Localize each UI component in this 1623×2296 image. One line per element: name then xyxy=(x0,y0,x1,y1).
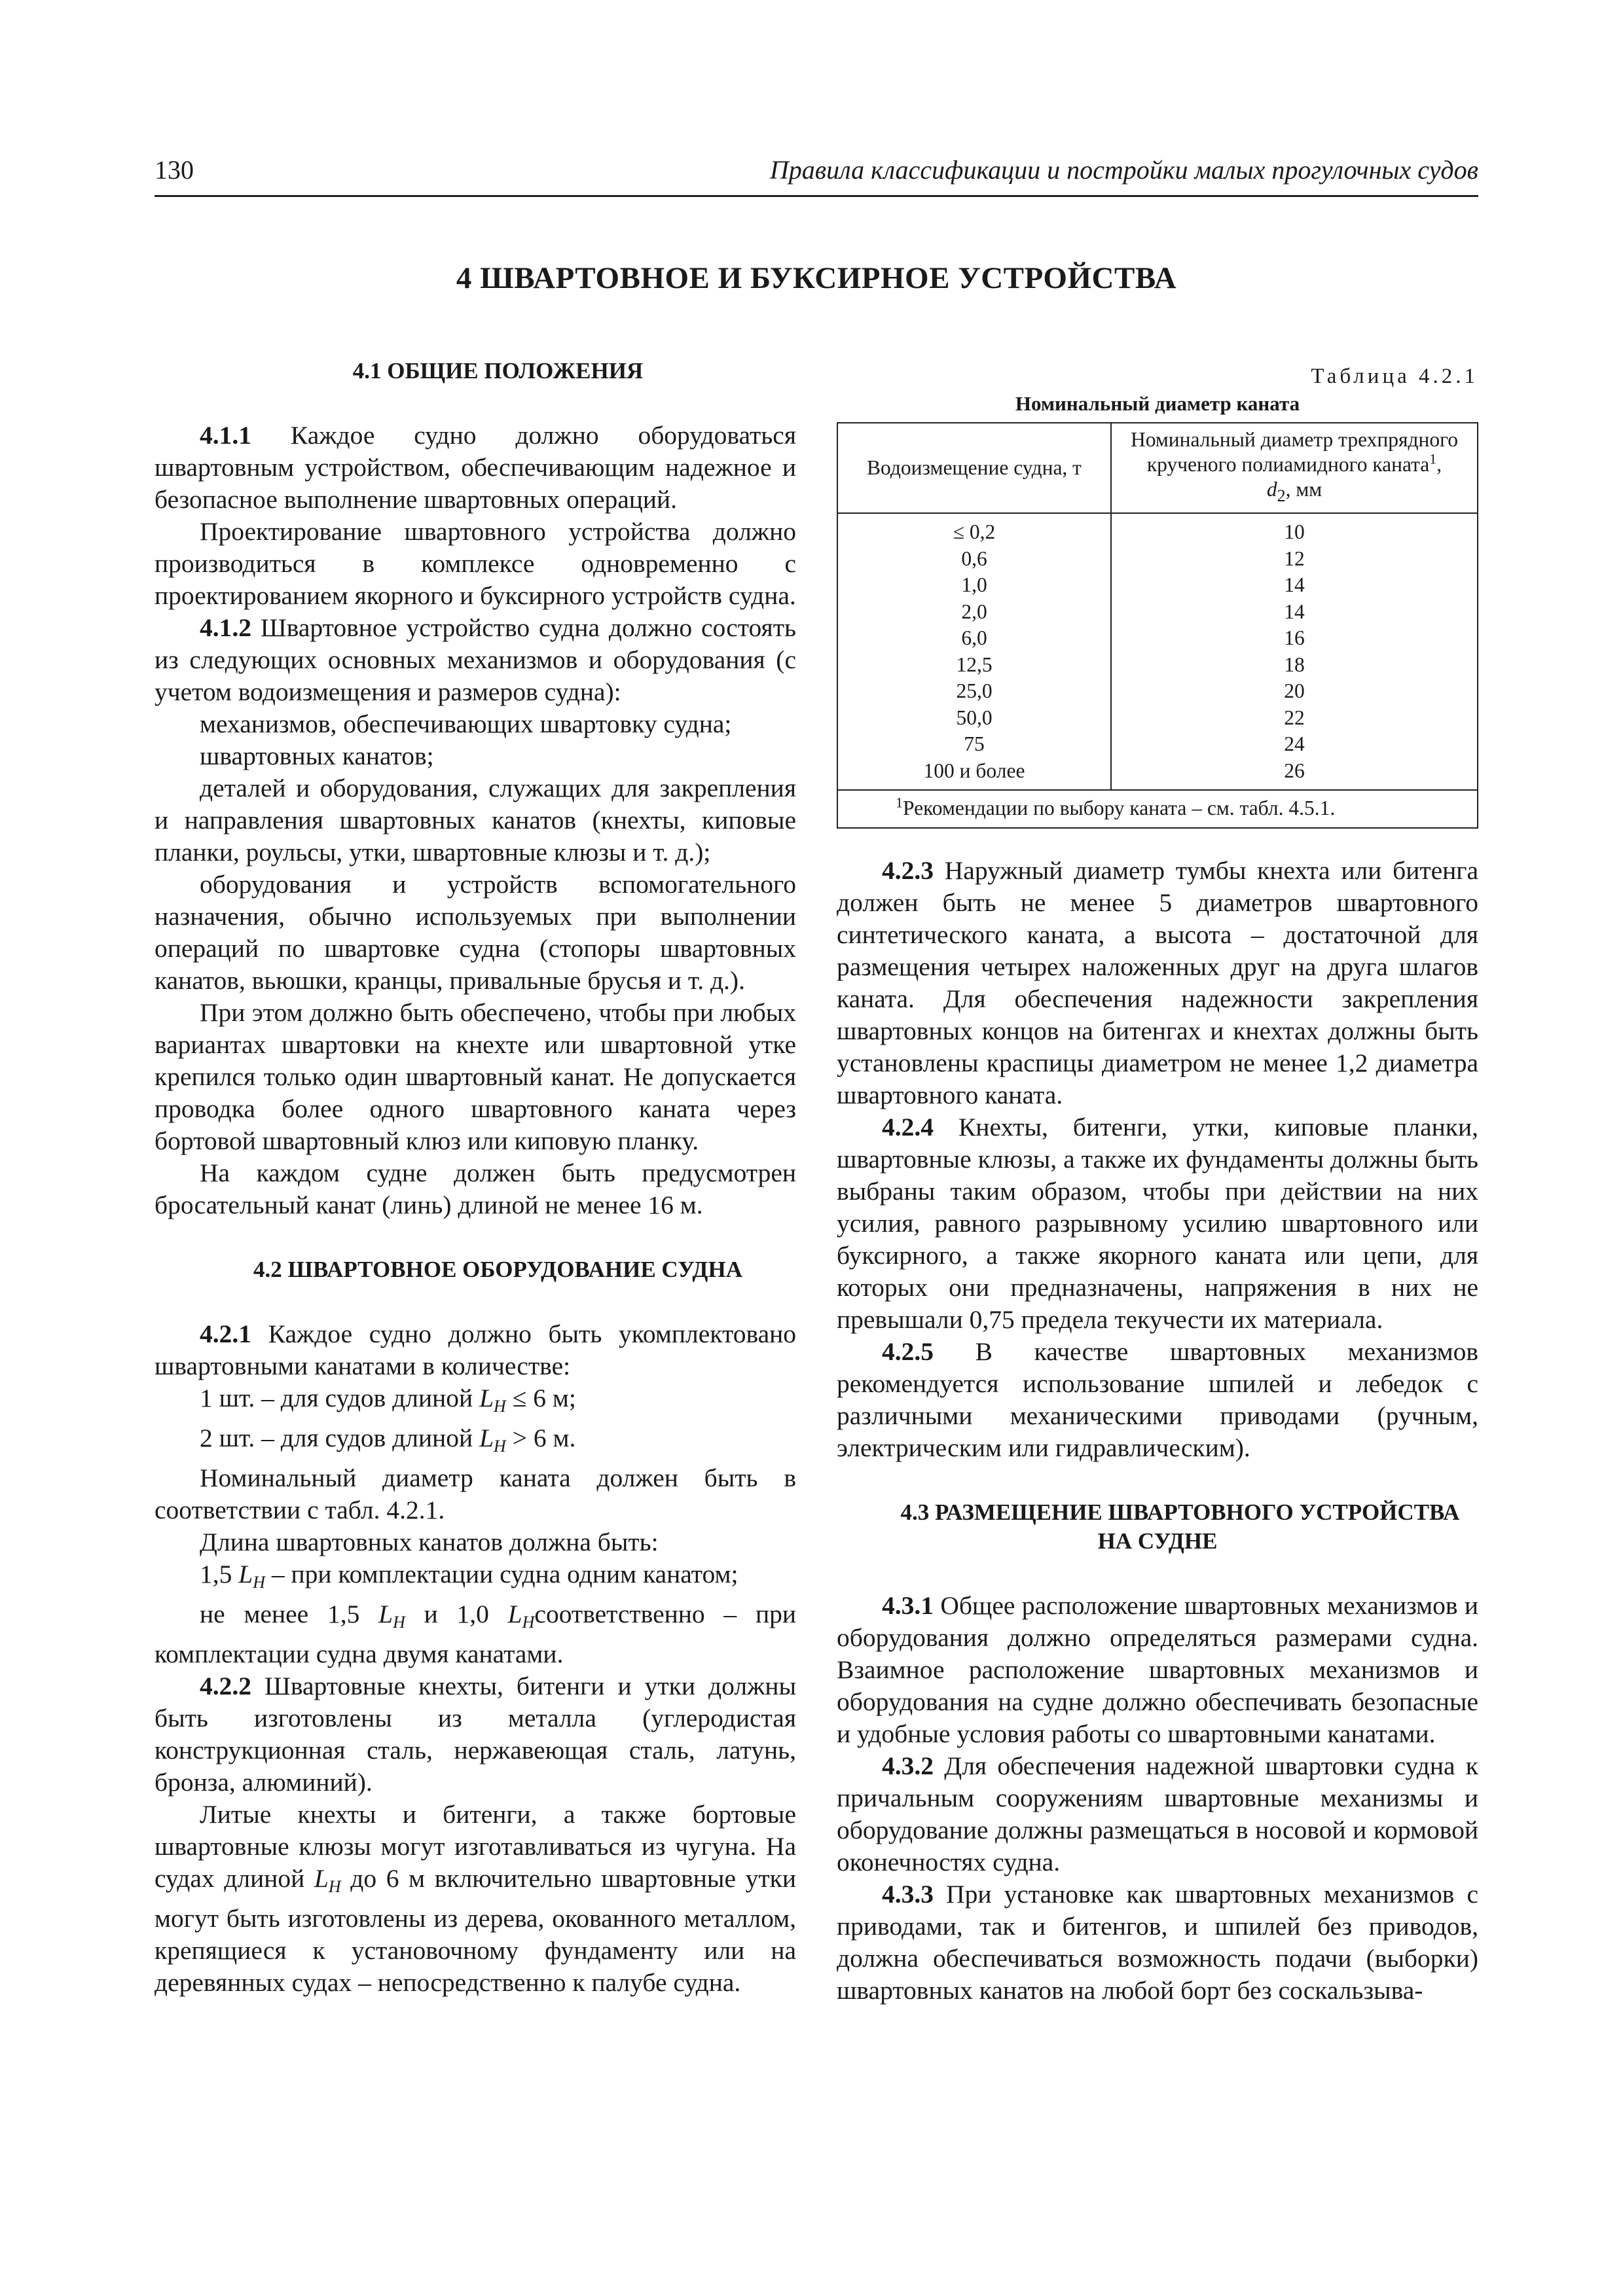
table-cell-diameter: 10 xyxy=(1284,520,1305,543)
table-header-diameter: Номинальный диаметр трехпрядного крученого полиамидного каната$^1$, $d_2$, мм xyxy=(1111,423,1478,513)
table-cell-diameter: 12 xyxy=(1284,547,1305,570)
diameter-column xyxy=(1111,513,1478,790)
paragraph-4-2-1: 4.2.1 Каждое судно должно быть укомплектовано швартовными канатами в количестве: xyxy=(155,1319,796,1380)
list-item: оборудования и устройств вспомогательного назначения, обычно используемых при выполнении операций по швартовке судна (стопоры швартовных канатов, вьюшки, кранцы, привальные брусья и т. д.). xyxy=(155,870,796,995)
displacement-column xyxy=(837,513,1111,790)
clause-number: 4.2.4 xyxy=(882,1113,934,1141)
paragraph-4-2-2: 4.2.2 Швартовные кнехты, битенги и утки должны быть изготовлены из металла (углеродистая конструкционная сталь, нержавеющая сталь, латунь, бронза, алюминий). xyxy=(155,1672,796,1797)
clause-number: 4.1.1 xyxy=(200,421,251,450)
section-4-3-title: 4.3 РАЗМЕЩЕНИЕ ШВАРТОВНОГО УСТРОЙСТВА НА СУДНЕ xyxy=(900,1499,1460,1554)
running-header xyxy=(155,154,1478,197)
table-cell-diameter: 18 xyxy=(1284,653,1305,676)
table-cell-displacement: 2,0 xyxy=(961,600,987,623)
clause-number: 4.3.3 xyxy=(882,1880,934,1909)
clause-number: 4.1.2 xyxy=(200,613,251,642)
rope-count-1: 1 шт. – для судов длиной $L_Н \le 6$ м; xyxy=(200,1384,576,1416)
chapter-title: 4 ШВАРТОВНОЕ И БУКСИРНОЕ УСТРОЙСТВА xyxy=(456,261,1177,295)
running-title: Правила классификации и постройки малых прогулочных судов xyxy=(769,155,1478,185)
table-cell-displacement: 0,6 xyxy=(961,547,987,570)
paragraph-design: Проектирование швартовного устройства должно производиться в комплексе одновременно с проектированием якорного и буксирного устройств судна. xyxy=(155,517,796,610)
clause-number: 4.2.5 xyxy=(882,1337,934,1366)
list-item: деталей и оборудования, служащих для закрепления и направления швартовных канатов (кнехты, киповые планки, роульсы, утки, швартовные клюзы и т. д.); xyxy=(155,774,796,867)
table-footnote: $^1$Рекомендации по выбору каната – см. табл. 4.5.1. xyxy=(837,790,1478,828)
paragraph-4-3-1: 4.3.1 Общее расположение швартовных механизмов и оборудования должно определяться размерами судна. Взаимное расположение швартовных механизмов и оборудования на судне должно обеспечивать безопасные и удобные условия работы со швартовными канатами. xyxy=(837,1591,1478,1748)
table-cell-diameter: 26 xyxy=(1284,759,1305,782)
paragraph-single-rope: При этом должно быть обеспечено, чтобы при любых вариантах швартовки на кнехте или швартовной утке крепился только один швартовный канат. Не допускается проводка более одного швартовного каната через бортовой швартовный клюз или киповую планку. xyxy=(155,998,796,1155)
table-cell-diameter: 22 xyxy=(1284,706,1305,729)
paragraph-rope-length: Длина швартовных канатов должна быть: xyxy=(200,1528,659,1556)
rope-diameter-table xyxy=(837,422,1478,829)
list-item: швартовных канатов; xyxy=(200,742,434,770)
paragraph-4-2-5: 4.2.5 В качестве швартовных механизмов рекомендуется использование шпилей и лебедок с различными механическими приводами (ручным, электрическим или гидравлическим). xyxy=(837,1337,1478,1462)
table-cell-diameter: 14 xyxy=(1284,573,1305,596)
table-cell-displacement: 12,5 xyxy=(956,653,993,676)
table-cell-displacement: ≤ 0,2 xyxy=(953,520,996,543)
paragraph-nominal-diameter: Номинальный диаметр каната должен быть в соответствии с табл. 4.2.1. xyxy=(155,1463,796,1524)
clause-number: 4.3.2 xyxy=(882,1751,934,1780)
rope-count-2: 2 шт. – для судов длиной $L_Н > 6$ м. xyxy=(200,1424,576,1456)
table-cell-displacement: 100 и более xyxy=(923,759,1025,782)
table-cell-diameter: 14 xyxy=(1284,600,1305,623)
table-cell-displacement: 25,0 xyxy=(956,679,993,702)
paragraph-4-1-2: 4.1.2 Швартовное устройство судна должно состоять из следующих основных механизмов и оборудования (с учетом водоизмещения и размеров судна): xyxy=(155,613,796,706)
paragraph-4-2-4: 4.2.4 Кнехты, битенги, утки, киповые планки, швартовные клюзы, а также их фундаменты должны быть выбраны таким образом, чтобы при действии на них усилия, равного разрывному усилию швартовного или буксирного, а также якорного каната или цепи, для которых они предназначены, напряжения в них не превышали 0,75 предела текучести их материала. xyxy=(837,1113,1478,1334)
left-column xyxy=(155,357,796,1999)
table-cell-diameter: 16 xyxy=(1284,626,1305,649)
table-cell-displacement: 50,0 xyxy=(956,706,993,729)
page-number: 130 xyxy=(155,155,194,185)
list-item: механизмов, обеспечивающих швартовку судна; xyxy=(200,709,732,738)
rope-length-2: не менее 1,5 $L_Н$ и 1,0 $L_Нсоответственно$ – при комплектации судна двумя канатами. xyxy=(155,1600,796,1668)
table-title: Номинальный диаметр каната xyxy=(1015,392,1300,415)
paragraph-4-1-1: 4.1.1 Каждое судно должно оборудоваться швартовным устройством, обеспечивающим надежное и безопасное выполнение швартовных операций. xyxy=(155,421,796,514)
section-4-2-title: 4.2 ШВАРТОВНОЕ ОБОРУДОВАНИЕ СУДНА xyxy=(253,1257,742,1282)
table-header-displacement: Водоизмещение судна, т xyxy=(837,423,1111,513)
paragraph-cast-bollards: Литые кнехты и битенги, а также бортовые швартовные клюзы могут изготавливаться из чугуна. На судах длиной $L_Н$ до 6 м включительно швартовные утки могут быть изготовлены из дерева, окованного металлом, крепящиеся к установочному фундаменту или на деревянных судах – непосредственно к палубе судна. xyxy=(155,1800,796,1997)
right-column xyxy=(837,363,1478,2007)
clause-number: 4.2.1 xyxy=(200,1319,251,1348)
table-cell-diameter: 20 xyxy=(1284,679,1305,702)
table-cell-displacement: 75 xyxy=(964,732,985,755)
paragraph-4-3-2: 4.3.2 Для обеспечения надежной швартовки судна к причальным сооружениям швартовные механизмы и оборудование должны размещаться в носовой и кормовой оконечностях судна. xyxy=(837,1751,1478,1876)
table-cell-diameter: 24 xyxy=(1284,732,1305,755)
clause-number: 4.2.2 xyxy=(200,1672,251,1700)
table-cell-displacement: 6,0 xyxy=(961,626,987,649)
table-caption: Таблица 4.2.1 xyxy=(1311,365,1478,388)
clause-number: 4.3.1 xyxy=(882,1591,934,1620)
paragraph-4-2-3: 4.2.3 Наружный диаметр тумбы кнехта или битенга должен быть не менее 5 диаметров швартовного синтетического каната, а высота – достаточной для размещения четырех наложенных друг на друга шлагов каната. Для обеспечения надежности закрепления швартовных концов на битенгах и кнехтах должны быть установлены краспицы диаметром не менее 1,2 диаметра швартовного каната. xyxy=(837,856,1478,1109)
paragraph-4-3-3: 4.3.3 При установке как швартовных механизмов с приводами, так и битенгов, и шпилей без приводов, должна обеспечиваться возможность подачи (выборки) швартовных канатов на любой борт без соскальзыва- xyxy=(837,1880,1478,2005)
paragraph-heaving-line: На каждом судне должен быть предусмотрен бросательный канат (линь) длиной не менее 16 м. xyxy=(155,1158,796,1219)
clause-number: 4.2.3 xyxy=(882,856,934,885)
table-cell-displacement: 1,0 xyxy=(961,573,987,596)
rope-length-1: 1,5 $L_Н$ – при комплектации судна одним канатом; xyxy=(200,1560,739,1592)
section-4-1-title: 4.1 ОБЩИЕ ПОЛОЖЕНИЯ xyxy=(352,358,644,384)
